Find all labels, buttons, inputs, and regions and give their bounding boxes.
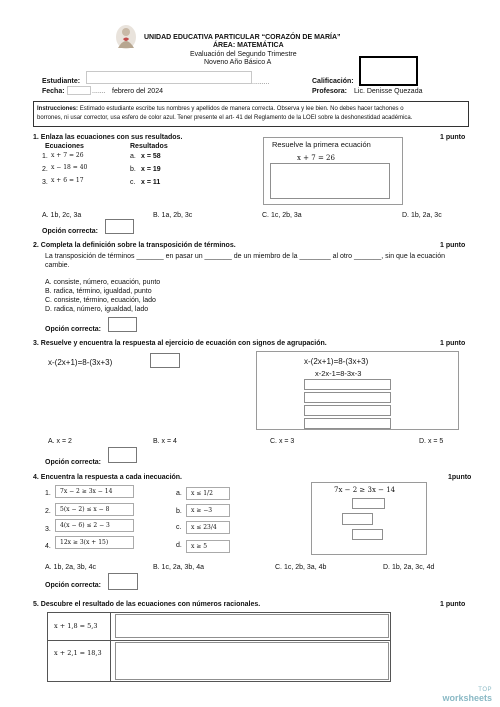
q4-option-a[interactable]: A. 1b, 2a, 3b, 4c xyxy=(45,564,96,571)
q3-answer-input[interactable] xyxy=(108,447,137,463)
q3-step-input-1[interactable] xyxy=(304,379,391,390)
q2-option-a[interactable]: A. consiste, número, ecuación, punto xyxy=(45,279,161,286)
q4-ineq-3: 4(x − 6) ≤ 2 − 3 xyxy=(60,522,110,529)
q4-letter-b: b. xyxy=(176,508,182,515)
area-title: ÁREA: MATEMÁTICA xyxy=(213,42,284,49)
q4-res-a: x ≤ 1/2 xyxy=(191,490,213,497)
q3-answer-label: Opción correcta: xyxy=(45,459,102,466)
score-label: Calificación: xyxy=(312,78,354,85)
q3-option-a[interactable]: A. x = 2 xyxy=(48,438,72,445)
q1-work-input[interactable] xyxy=(270,163,390,199)
teacher-name: Lic. Denisse Quezada xyxy=(354,88,423,95)
q3-panel-eq: x-(2x+1)=8-(3x+3) xyxy=(304,357,369,366)
q2-answer-input[interactable] xyxy=(108,317,137,332)
q4-ineq-1: 7x − 2 ≥ 3x − 14 xyxy=(60,488,113,495)
q4-step-input-2[interactable] xyxy=(342,513,373,525)
q4-res-c: x ≤ 23/4 xyxy=(191,524,217,531)
q1-res-c: x = 11 xyxy=(141,179,161,186)
instructions-text-1 xyxy=(37,106,404,113)
q1-res-b: x = 19 xyxy=(141,166,161,173)
q1-col-equations: Ecuaciones xyxy=(45,143,84,150)
q4-res-b: x ≥ −3 xyxy=(191,507,213,514)
q3-option-d[interactable]: D. x = 5 xyxy=(419,438,444,445)
q4-num-4: 4. xyxy=(45,543,51,550)
q4-letter-c: c. xyxy=(176,524,182,531)
q5-eq2: x + 2,1 = 18,3 xyxy=(54,649,102,657)
q4-option-c[interactable]: C. 1c, 2b, 3a, 4b xyxy=(275,564,327,571)
q1-option-b[interactable]: B. 1a, 2b, 3c xyxy=(153,212,193,219)
q4-option-b[interactable]: B. 1c, 2a, 3b, 4a xyxy=(153,564,204,571)
q1-panel-eq: x + 7 = 26 xyxy=(297,154,335,162)
q1-res-c-letter: c. xyxy=(130,179,136,186)
q2-text-1: La transposición de términos _______ en pasar un _______ de un miembro de la ________ al otro _______, sin que la ecuación xyxy=(45,253,446,260)
q4-num-3: 3. xyxy=(45,526,51,533)
q3-panel-step: x-2x-1=8-3x-3 xyxy=(315,369,362,378)
footer-brand xyxy=(442,687,492,703)
q4-answer-label: Opción correcta: xyxy=(45,582,102,589)
q1-res-a-letter: a. xyxy=(130,153,136,160)
q4-num-1: 1. xyxy=(45,490,51,497)
q4-res-d: x ≥ 5 xyxy=(191,543,208,550)
teacher-label: Profesora: xyxy=(312,88,348,95)
q1-col-results: Resultados xyxy=(130,143,168,150)
instructions-box xyxy=(33,101,469,127)
q4-answer-input[interactable] xyxy=(108,573,138,590)
q3-option-b[interactable]: B. x = 4 xyxy=(153,438,177,445)
q2-text-2: cambie. xyxy=(45,262,70,269)
q1-eq1-num: 1. xyxy=(42,153,48,160)
q3-step-input-3[interactable] xyxy=(304,405,391,416)
q5-points: 1 punto xyxy=(440,601,466,608)
q2-points: 1 punto xyxy=(440,242,466,249)
q3-points: 1 punto xyxy=(440,340,466,347)
q1-eq2: x − 18 = 40 xyxy=(51,164,88,171)
q3-option-c[interactable]: C. x = 3 xyxy=(270,438,295,445)
instructions-line-2: borrones, ni usar corrector, usa esfero de color azul. Tener presente el art- 41 del Reglamento de la LOEI sobre la deshonestidad académica. xyxy=(37,115,413,121)
q2-answer-label: Opción correcta: xyxy=(45,326,102,333)
grade-title: Noveno Año Básico A xyxy=(204,59,272,66)
q4-ineq-2: 5(x − 2) ≤ x − 8 xyxy=(60,506,110,513)
date-day-field[interactable] xyxy=(67,86,91,95)
q1-answer-label: Opción correcta: xyxy=(42,228,99,235)
instructions-label: Instrucciones: xyxy=(37,106,79,112)
q1-res-b-letter: b. xyxy=(130,166,136,173)
q5-answer-input-2[interactable] xyxy=(115,642,389,680)
q1-answer-input[interactable] xyxy=(105,219,134,234)
q3-inline-input[interactable] xyxy=(150,353,180,368)
instructions-line-1: Estimado estudiante escribe tus nombres y apellidos de manera correcta. Observa y lee bien. No debes hacer tachones o xyxy=(79,106,404,112)
q1-option-c[interactable]: C. 1c, 2b, 3a xyxy=(262,212,302,219)
q5-eq1: x + 1,8 = 5,3 xyxy=(54,622,98,630)
q3-equation: x-(2x+1)=8-(3x+3) xyxy=(48,358,113,367)
q4-step-input-1[interactable] xyxy=(352,498,385,509)
q1-eq2-num: 2. xyxy=(42,166,48,173)
q1-res-a: x = 58 xyxy=(141,153,161,160)
q5-title: 5. Descubre el resultado de las ecuaciones con números racionales. xyxy=(33,601,261,608)
q1-title: 1. Enlaza las ecuaciones con sus resultados. xyxy=(33,134,183,141)
q4-num-2: 2. xyxy=(45,508,51,515)
school-name: UNIDAD EDUCATIVA PARTICULAR “CORAZÓN DE MARÍA” xyxy=(144,34,341,41)
q2-option-d[interactable]: D. radica, número, igualdad, lado xyxy=(45,306,149,313)
q3-title: 3. Resuelve y encuentra la respuesta al ejercicio de ecuación con signos de agrupación. xyxy=(33,340,327,347)
q1-option-d[interactable]: D. 1b, 2a, 3c xyxy=(402,212,442,219)
q2-option-b[interactable]: B. radica, término, igualdad, punto xyxy=(45,288,152,295)
q3-step-input-2[interactable] xyxy=(304,392,391,403)
q1-points: 1 punto xyxy=(440,134,466,141)
q4-title: 4. Encuentra la respuesta a cada inecuación. xyxy=(33,474,183,481)
school-logo xyxy=(114,24,138,50)
date-label: Fecha: xyxy=(42,88,65,95)
q2-option-c[interactable]: C. consiste, término, ecuación, lado xyxy=(45,297,156,304)
q4-step-input-3[interactable] xyxy=(352,529,383,540)
q2-title: 2. Completa la definición sobre la transposición de términos. xyxy=(33,242,236,249)
q1-eq3: x + 6 = 17 xyxy=(51,177,84,184)
q1-option-a[interactable]: A. 1b, 2c, 3a xyxy=(42,212,82,219)
q4-option-d[interactable]: D. 1b, 2a, 3c, 4d xyxy=(383,564,435,571)
evaluation-title: Evaluación del Segundo Trimestre xyxy=(190,51,297,58)
date-value: febrero del 2024 xyxy=(112,88,163,95)
q4-ineq-4: 12x ≥ 3(x + 15) xyxy=(60,539,109,546)
q4-points: 1punto xyxy=(448,474,472,481)
q4-letter-d: d. xyxy=(176,542,182,549)
q5-answer-input-1[interactable] xyxy=(115,614,389,638)
q1-panel-title: Resuelve la primera ecuación xyxy=(272,140,371,149)
student-name-field[interactable] xyxy=(86,71,252,84)
q4-letter-a: a. xyxy=(176,490,182,497)
student-label: Estudiante: xyxy=(42,78,81,85)
q3-step-input-4[interactable] xyxy=(304,418,391,429)
q4-panel-eq: 7x − 2 ≥ 3x − 14 xyxy=(334,486,396,494)
footer-top: TOP xyxy=(478,687,492,693)
q1-eq1: x + 7 = 26 xyxy=(51,152,84,159)
q1-eq3-num: 3. xyxy=(42,179,48,186)
score-box[interactable] xyxy=(359,56,418,86)
footer-worksheets: worksheets xyxy=(442,693,492,703)
